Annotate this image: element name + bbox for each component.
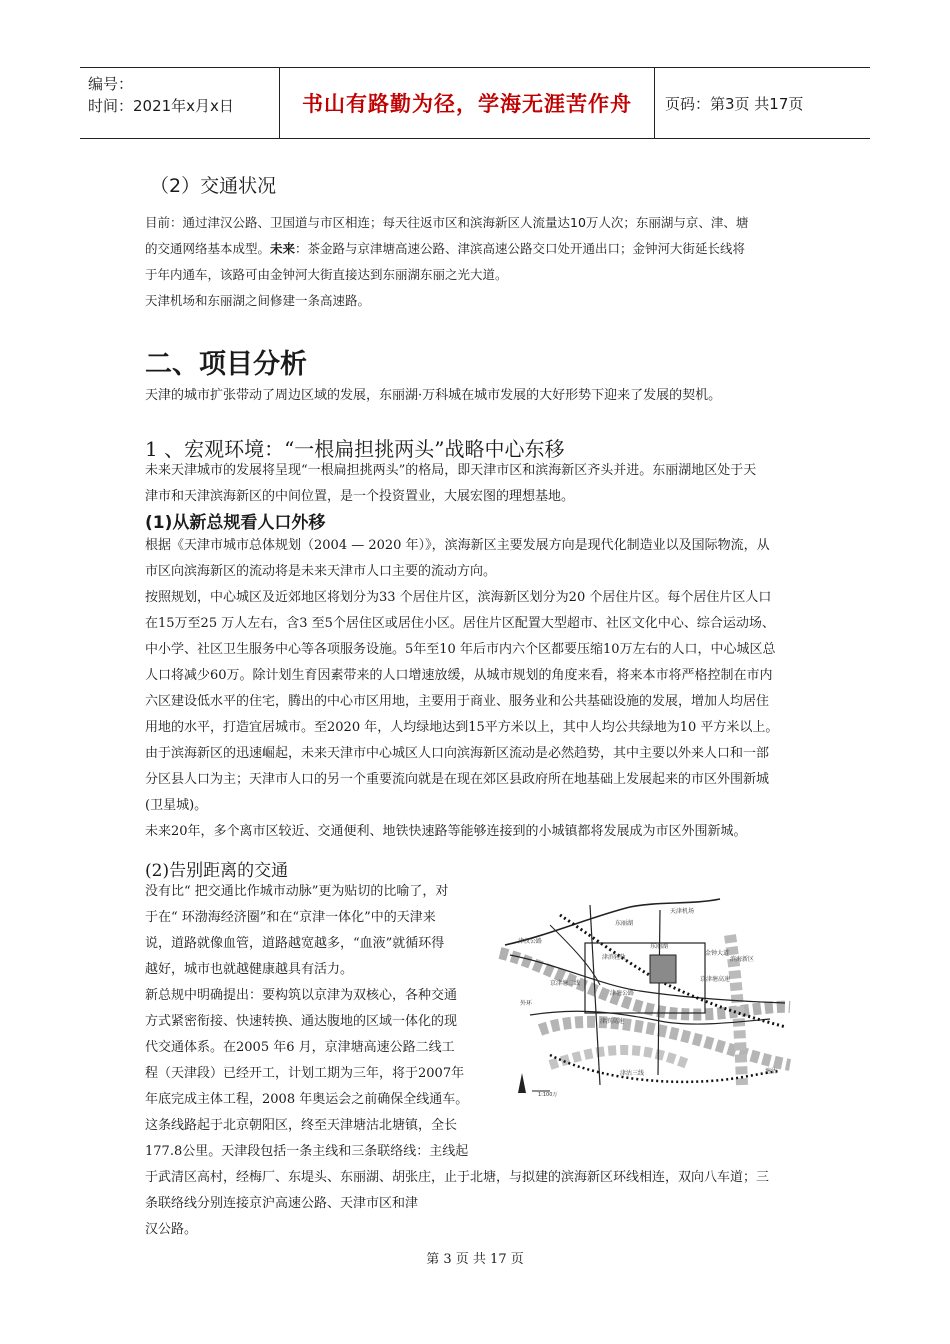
traffic-status-heading: （2）交通状况 [150, 175, 277, 197]
transport-line: 177.8公里。天津段包括一条主线和三条联络线：主线起 [145, 1144, 469, 1159]
map-label: 外环 [520, 1000, 533, 1007]
population-line: 分区县人口为主；天津市人口的另一个重要流向就是在现在郊区县政府所在地基础上发展起来的市区外围新城 [145, 772, 770, 787]
population-line: (卫星城)。 [145, 798, 208, 813]
traffic-line-2: 的交通网络基本成型。未来：茶金路与京津塘高速公路、津滨高速公路交口处开通出口；金钟河大街延长线将 [145, 241, 746, 256]
map-label: 津汉公路 [518, 938, 543, 945]
transport-tail-2: 汉公路。 [145, 1222, 198, 1237]
map-label: 东丽湖 [615, 920, 634, 927]
map-label: 金钟大道 [705, 950, 730, 957]
traffic-line-1: 目前：通过津汉公路、卫国道与市区相连；每天往返市区和滨海新区人流量达10万人次；东丽湖与京、津、塘 [145, 215, 749, 230]
map-label: 津滨高速 [600, 1018, 625, 1025]
population-line: 市区向滨海新区的流动将是未来天津市人口主要的流动方向。 [145, 564, 497, 579]
transport-line: 于在“ 环渤海经济圈”和在“京津一体化”中的天津来 [145, 910, 436, 925]
map-label: 京津塘二线 [550, 980, 581, 987]
project-analysis-heading: 二、项目分析 [145, 349, 307, 380]
transport-line: 方式紧密衔接、快速转换、通达腹地的区域一体化的现 [145, 1014, 458, 1029]
map-scale-text: 1:100万 [538, 1092, 558, 1098]
map-central-area [650, 955, 676, 983]
project-intro: 天津的城市扩张带动了周边区域的发展，东丽湖·万科城在城市发展的大好形势下迎来了发展的契机。 [145, 388, 722, 403]
transport-line: 年底完成主体工程，2008 年奥运会之前确保全线通车。 [145, 1092, 469, 1107]
header-motto: 书山有路勤为径，学海无涯苦作舟 [280, 68, 655, 138]
macro-heading: 1 、宏观环境：“一根扁担挑两头”战略中心东移 [145, 437, 565, 461]
transport-line: 程（天津段）已经开工，计划工期为三年，将于2007年 [145, 1066, 465, 1081]
traffic-line-4: 天津机场和东丽湖之间修建一条高速路。 [145, 293, 371, 308]
population-line: 中小学、社区卫生服务中心等各项服务设施。5年至10 年后市内六个区都要压缩10万左右的人口，中心城区总 [145, 642, 776, 657]
transport-tail-1: 条联络线分别连接京沪高速公路、天津市区和津 [145, 1196, 419, 1211]
page-header [80, 67, 870, 139]
transport-line: 新总规中明确提出：要构筑以京津为双核心，各种交通 [145, 988, 458, 1003]
map-label: 津塘公路 [610, 990, 635, 997]
traffic-status-body [145, 210, 805, 314]
population-line: 用地的水平，打造宜居城市。至2020 年，人均绿地达到15平方米以上，其中人均公共绿地为10 平方米以上。 [145, 720, 779, 735]
transport-line: 这条线路起于北京朝阳区，终至天津塘沽北塘镇，全长 [145, 1118, 458, 1133]
page-footer: 第 3 页 共 17 页 [426, 1252, 524, 1267]
macro-line-1: 未来天津城市的发展将呈现“一根扁担挑两头”的格局，即天津市区和滨海新区齐头并进。东丽湖地区处于天 [145, 463, 757, 478]
population-line: 六区建设低水平的住宅，腾出的中心市区用地，主要用于商业、服务业和公共基础设施的发展，增加人均居住 [145, 694, 770, 709]
header-meta [80, 68, 280, 138]
population-body [145, 533, 805, 845]
traffic-map-figure [490, 895, 795, 1100]
population-heading: (1)从新总规看人口外移 [145, 513, 326, 533]
map-label: 天津机场 [670, 908, 695, 915]
population-line: 由于滨海新区的迅速崛起，未来天津市中心城区人口向滨海新区流动是必然趋势，其中主要以外来人口和一部 [145, 746, 770, 761]
map-label: 津滨轻轨 [602, 954, 627, 961]
transport-tail [145, 1165, 805, 1243]
transport-line: 没有比“ 把交通比作城市动脉”更为贴切的比喻了，对 [145, 884, 449, 899]
traffic-line-3: 于年内通车，该路可由金钟河大街直接达到东丽湖东丽之光大道。 [145, 267, 508, 282]
population-line: 未来20年，多个离市区较近、交通便利、地铁快速路等能够连接到的小城镇都将发展成为市区外围新城。 [145, 824, 747, 839]
header-number: 编号： [88, 75, 134, 93]
macro-body [145, 458, 805, 510]
map-label: 东丽湖 [650, 943, 669, 950]
transport-line: 越好，城市也就越健康越具有活力。 [145, 962, 354, 977]
transport-line: 代交通体系。在2005 年6 月，京津塘高速公路二线工 [145, 1040, 455, 1055]
population-line: 在15万至25 万人左右，含3 至5个居住区或居住小区。居住片区配置大型超市、社区文化中心、综合运动场、 [145, 616, 775, 631]
population-line: 人口将减少60万。除计划生育因素带来的人口增速放缓，从城市规划的角度来看，将来本市将严格控制在市内 [145, 668, 773, 683]
macro-line-2: 津市和天津滨海新区的中间位置，是一个投资置业，大展宏图的理想基地。 [145, 489, 575, 504]
transport-heading: (2)告别距离的交通 [145, 861, 289, 881]
header-time: 时间：2021年x月x日 [88, 97, 234, 115]
future-bold-label: 未来 [270, 241, 296, 256]
transport-line: 说，道路就像血管，道路越宽越多，“血液”就循环得 [145, 936, 445, 951]
map-label: 塘沽 [765, 1068, 778, 1075]
population-line: 按照规划，中心城区及近郊地区将划分为33 个居住片区，滨海新区划分为20 个居住片区。每个居住片区人口 [145, 590, 772, 605]
transport-body [145, 879, 480, 1165]
map-label: 津沽三线 [620, 1070, 645, 1077]
population-line: 根据《天津市城市总体规划（2004 — 2020 年）》，滨海新区主要发展方向是现代化制造业以及国际物流，从 [145, 538, 770, 553]
map-label: 京津塘高速 [700, 976, 731, 983]
transport-full-line: 于武清区高村，经梅厂、东堤头、东丽湖、胡张庄，止于北塘，与拟建的滨海新区环线相连，双向八车道；三 [145, 1170, 770, 1185]
map-label: 滨海新区 [730, 956, 755, 963]
header-page: 页码：第3页 共17页 [665, 94, 804, 113]
